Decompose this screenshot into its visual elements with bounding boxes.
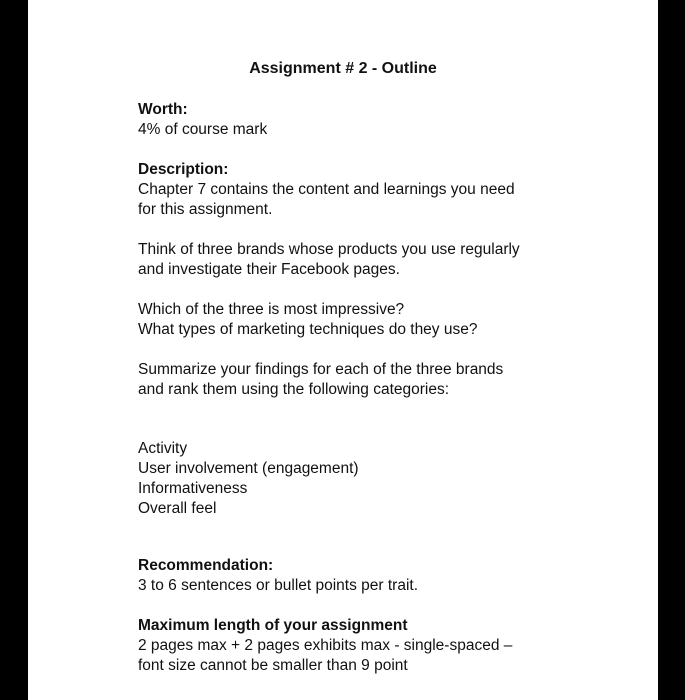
category-list [138, 439, 638, 519]
category-item: User involvement (engagement) [138, 460, 359, 477]
document-body [138, 100, 638, 676]
max-length-line: 2 pages max + 2 pages exhibits max - single-spaced – [138, 637, 513, 654]
category-item: Informativeness [138, 480, 248, 497]
category-item: Activity [138, 440, 188, 457]
description-line: Chapter 7 contains the content and learnings you need [138, 181, 515, 198]
brands-line: and investigate their Facebook pages. [138, 261, 400, 278]
summarize-line: and rank them using the following categories: [138, 381, 450, 398]
question-line: Which of the three is most impressive? [138, 301, 405, 318]
worth-heading: Worth: [138, 101, 188, 118]
summarize-line: Summarize your findings for each of the three brands [138, 361, 504, 378]
document-title: Assignment # 2 - Outline [249, 60, 437, 77]
description-heading: Description: [138, 161, 229, 178]
category-item: Overall feel [138, 500, 217, 517]
recommendation-heading: Recommendation: [138, 557, 274, 574]
max-length-line: font size cannot be smaller than 9 point [138, 657, 408, 674]
document-page [28, 0, 658, 700]
worth-text: 4% of course mark [138, 121, 268, 138]
description-line: for this assignment. [138, 201, 273, 218]
max-length-heading: Maximum length of your assignment [138, 617, 408, 634]
recommendation-text: 3 to 6 sentences or bullet points per trait. [138, 577, 419, 594]
brands-line: Think of three brands whose products you use regularly [138, 241, 520, 258]
question-line: What types of marketing techniques do they use? [138, 321, 478, 338]
